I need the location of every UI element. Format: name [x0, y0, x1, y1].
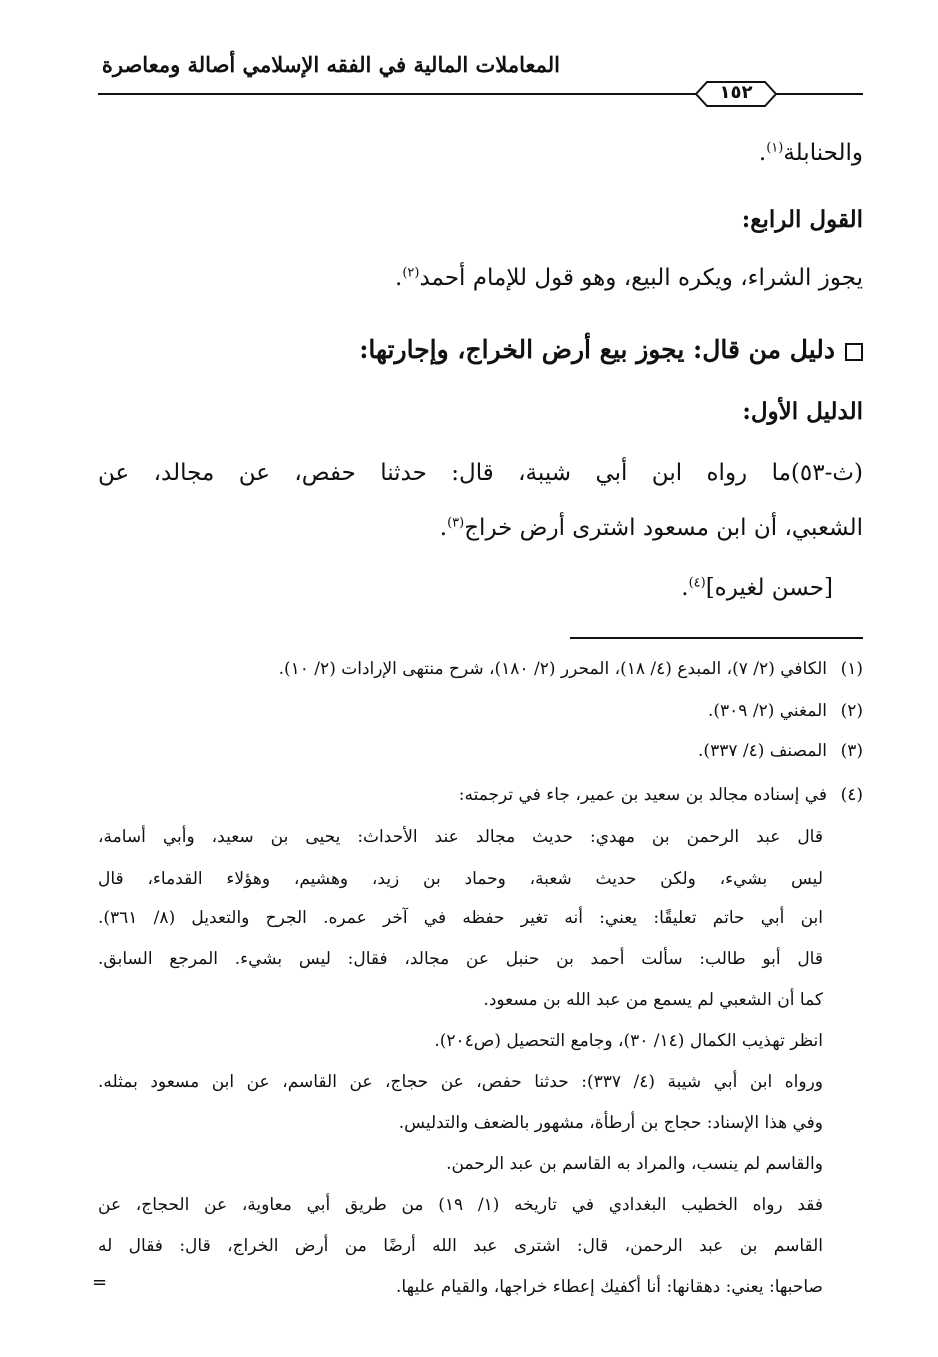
page-number-badge: [695, 79, 777, 109]
heading-first-evidence: الدليل الأول:: [742, 398, 863, 425]
footnote-4-line: ورواه ابن أبي شيبة (٤/ ٣٣٧): حدثنا حفص، عن حجاج، عن القاسم، عن ابن مسعود بمثله.: [98, 1072, 823, 1092]
footnote-ref: (٣): [447, 515, 465, 531]
footnote-text: في إسناده مجالد بن سعيد بن عمير، جاء في ترجمته:: [458, 785, 827, 805]
body-line-1: [759, 140, 863, 166]
grading-text: [حسن لغيره]: [705, 575, 833, 601]
punctuation: .: [681, 575, 689, 601]
body-line-4: [440, 515, 863, 541]
section-heading: [359, 335, 863, 364]
footnote-4-line: كما أن الشعبي لم يسمع من عبد الله بن مسعود.: [483, 990, 823, 1010]
footnote-ref: (١): [766, 140, 784, 156]
footnote-4-line: والقاسم لم ينسب، والمراد به القاسم بن عبد الرحمن.: [446, 1154, 823, 1174]
footnote-number: (٢): [840, 701, 863, 721]
heading-fourth-opinion: القول الرابع:: [741, 206, 863, 233]
footnote-text: الكافي (٢/ ٧)، المبدع (٤/ ١٨)، المحرر (٢/ ١٨٠)، شرح منتهى الإرادات (٢/ ١٠).: [278, 659, 827, 679]
footnote-4-line: ليس بشيء، ولكن حديث شعبة، وحماد بن زيد، وهشيم، وهؤلاء القدماء، قال: [98, 869, 823, 889]
section-title: دليل من قال: يجوز بيع أرض الخراج، وإجارتها:: [359, 335, 835, 364]
page-number: ١٥٢: [719, 82, 753, 103]
footnote-4-line: وفي هذا الإسناد: حجاج بن أرطأة، مشهور بالضعف والتدليس.: [398, 1113, 823, 1133]
footnote-ref: (٢): [402, 265, 420, 281]
punctuation: .: [758, 140, 767, 166]
punctuation: .: [395, 265, 403, 291]
footnote-text: المصنف (٤/ ٣٣٧).: [698, 741, 827, 761]
body-text: والحنابلة: [783, 140, 863, 166]
footnote-4: [459, 785, 863, 805]
footnote-2: [708, 701, 863, 721]
footnote-number: (١): [840, 659, 863, 679]
footnote-number: (٣): [840, 741, 863, 761]
footnote-4-line: ابن أبي حاتم تعليقًا: يعني: أنه تغير حفظه في آخر عمره. الجرح والتعديل (٨/ ٣٦١).: [98, 908, 823, 928]
footnote-4-line: قال أبو طالب: سألت أحمد بن حنبل عن مجالد، فقال: ليس بشيء. المرجع السابق.: [98, 949, 823, 969]
punctuation: .: [439, 515, 448, 541]
continuation-mark: =: [92, 1272, 108, 1293]
footnote-4-line: القاسم بن عبد الرحمن، قال: اشترى عبد الله أرضًا من أرض الخراج، قال: فقال له: [98, 1236, 823, 1256]
body-line-3: (ث-٥٣)ما رواه ابن أبي شيبة، قال: حدثنا حفص، عن مجالد، عن: [98, 460, 863, 486]
footnote-text: المغني (٢/ ٣٠٩).: [707, 701, 827, 721]
footnote-ref: (٤): [688, 575, 706, 591]
running-header-title: المعاملات المالية في الفقه الإسلامي أصالة ومعاصرة: [101, 52, 560, 77]
grading-line: [681, 575, 833, 601]
footnote-4-line: صاحبها: يعني: دهقانها: أنا أكفيك إعطاء خراجها، والقيام عليها.: [396, 1277, 823, 1297]
footnote-4-line: قال عبد الرحمن بن مهدي: حديث مجالد عند الأحداث: يحيى بن سعيد، وأبي أسامة،: [98, 827, 823, 847]
footnote-4-line: فقد رواه الخطيب البغدادي في تاريخه (١/ ١٩) من طريق أبي معاوية، عن الحجاج، عن: [98, 1195, 824, 1215]
footnote-3: [698, 741, 863, 761]
footnote-1: [279, 659, 863, 679]
footnote-separator: [570, 637, 863, 639]
body-line-2: [395, 265, 863, 291]
footnote-4-line: انظر تهذيب الكمال (١٤/ ٣٠)، وجامع التحصيل (ص٢٠٤).: [434, 1031, 823, 1051]
footnote-number: (٤): [840, 785, 863, 805]
square-bullet-icon: [845, 343, 863, 361]
body-text: الشعبي، أن ابن مسعود اشترى أرض خراج: [464, 515, 863, 541]
body-text: يجوز الشراء، ويكره البيع، وهو قول للإمام أحمد: [419, 265, 863, 291]
